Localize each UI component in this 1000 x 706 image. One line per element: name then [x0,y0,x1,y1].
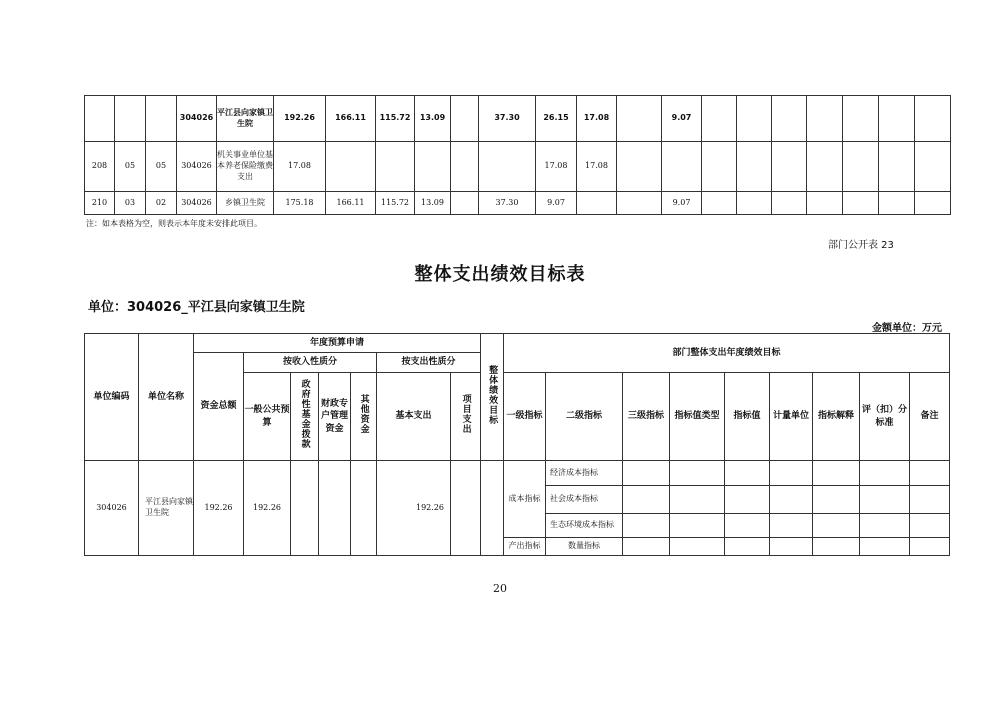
header-level3: 三级指标 [623,373,670,461]
header-other-funds-text: 其他资金 [358,394,369,435]
cell: 26.15 [536,96,577,142]
cell [623,461,670,486]
header-remark: 备注 [910,373,950,461]
cell [807,142,843,192]
cell [813,461,860,486]
cell-total: 192.26 [194,461,244,556]
header-overall-goal-text: 整体绩效目标 [487,364,498,425]
cell [617,96,662,142]
cell [376,142,415,192]
cell-project [451,461,481,556]
cell-level1-cost: 成本指标 [504,461,546,538]
cell [451,192,479,215]
cell [415,142,451,192]
cell [670,538,725,556]
page-number: 20 [493,582,507,595]
header-project-expense-text: 项目支出 [460,394,471,435]
cell: 05 [146,142,177,192]
cell [702,142,737,192]
header-project-expense [451,373,481,461]
cell: 13.09 [415,96,451,142]
cell: 175.18 [274,192,326,215]
header-fiscal-special: 财政专户管理资金 [319,373,351,461]
cell [146,96,177,142]
cell: 05 [115,142,146,192]
cell [451,96,479,142]
cell [860,514,910,538]
cell [662,142,702,192]
cell: 13.09 [415,192,451,215]
cell: 115.72 [376,192,415,215]
header-by-income: 按收入性质分 [244,353,377,373]
cell [702,192,737,215]
cell [725,486,770,514]
cell [623,514,670,538]
cell [85,96,115,142]
cell [623,486,670,514]
cell [860,538,910,556]
cell: 304026 [177,142,217,192]
header-basic-expense: 基本支出 [377,373,451,461]
cell [115,96,146,142]
public-table-number: 部门公开表 23 [828,240,894,251]
cell [843,142,879,192]
budget-continued-table [84,95,951,215]
cell: 304026 [177,192,217,215]
cell [617,142,662,192]
cell: 9.07 [536,192,577,215]
header-overall-goal [481,334,504,461]
page-title: 整体支出绩效目标表 [414,264,586,285]
cell-unit-code: 304026 [85,461,139,556]
cell: 03 [115,192,146,215]
cell: 17.08 [577,96,617,142]
cell: 37.30 [479,96,536,142]
cell [702,96,737,142]
cell: 9.07 [662,96,702,142]
header-by-expense: 按支出性质分 [377,353,481,373]
cell [670,514,725,538]
unit-label: 单位：304026_平江县向家镇卫生院 [88,300,305,315]
amount-unit: 金额单位：万元 [872,323,942,334]
header-value: 指标值 [725,373,770,461]
header-general-budget: 一般公共预算 [244,373,291,461]
cell [670,461,725,486]
cell-gov-fund [291,461,319,556]
cell: 37.30 [479,192,536,215]
cell [807,96,843,142]
cell [623,538,670,556]
cell [910,538,950,556]
header-annual-budget: 年度预算申请 [194,334,481,353]
cell: 17.08 [274,142,326,192]
cell-level2: 生态环境成本指标 [546,514,623,538]
cell [770,486,813,514]
header-unit-name: 单位名称 [139,334,194,461]
performance-goal-table [84,333,950,556]
cell-fiscal-special [319,461,351,556]
cell-level2: 经济成本指标 [546,461,623,486]
cell [772,142,807,192]
cell [910,461,950,486]
header-scoring: 评（扣）分标准 [860,373,910,461]
cell: 乡镇卫生院 [217,192,274,215]
cell [737,96,772,142]
cell [451,142,479,192]
header-dept-goal: 部门整体支出年度绩效目标 [504,334,950,373]
cell-level1-output: 产出指标 [504,538,546,556]
cell [617,192,662,215]
cell [737,192,772,215]
cell: 02 [146,192,177,215]
cell [915,96,951,142]
cell [670,486,725,514]
cell [843,96,879,142]
table-note: 注：如本表格为空，则表示本年度未安排此项目。 [86,219,262,228]
cell [860,486,910,514]
cell: 208 [85,142,115,192]
cell [725,514,770,538]
cell [813,486,860,514]
header-measure-unit: 计量单位 [770,373,813,461]
cell [813,514,860,538]
cell-general: 192.26 [244,461,291,556]
cell: 166.11 [326,96,376,142]
cell: 115.72 [376,96,415,142]
cell [326,142,376,192]
cell: 17.08 [536,142,577,192]
cell [813,538,860,556]
cell-level2: 数量指标 [546,538,623,556]
cell [910,514,950,538]
cell [577,192,617,215]
cell: 9.07 [662,192,702,215]
header-explanation: 指标解释 [813,373,860,461]
cell [879,192,915,215]
header-gov-fund [291,373,319,461]
cell [772,192,807,215]
cell [725,461,770,486]
header-level1: 一级指标 [504,373,546,461]
header-other-funds [351,373,377,461]
cell [915,192,951,215]
cell-other [351,461,377,556]
cell [879,142,915,192]
table-row [85,96,951,142]
cell-basic: 192.26 [377,461,451,556]
header-total-funds: 资金总额 [194,353,244,461]
cell [770,461,813,486]
cell [843,192,879,215]
cell [737,142,772,192]
cell: 304026 [177,96,217,142]
header-value-type: 指标值类型 [670,373,725,461]
cell [860,461,910,486]
cell: 192.26 [274,96,326,142]
cell: 166.11 [326,192,376,215]
cell [770,538,813,556]
cell-unit-name: 平江县向家镇卫生院 [139,461,194,556]
cell [770,514,813,538]
cell [772,96,807,142]
cell [725,538,770,556]
table-row [85,142,951,192]
cell: 210 [85,192,115,215]
header-unit-code: 单位编码 [85,334,139,461]
header-level2: 二级指标 [546,373,623,461]
cell-overall [481,461,504,556]
cell: 机关事业单位基本养老保险缴费支出 [217,142,274,192]
cell [910,486,950,514]
table-row [85,192,951,215]
cell [915,142,951,192]
cell [879,96,915,142]
cell-level2: 社会成本指标 [546,486,623,514]
cell [807,192,843,215]
cell [479,142,536,192]
header-gov-fund-text: 政府性基金拨款 [299,379,310,450]
table-row [85,461,950,486]
cell: 平江县向家镇卫生院 [217,96,274,142]
cell: 17.08 [577,142,617,192]
